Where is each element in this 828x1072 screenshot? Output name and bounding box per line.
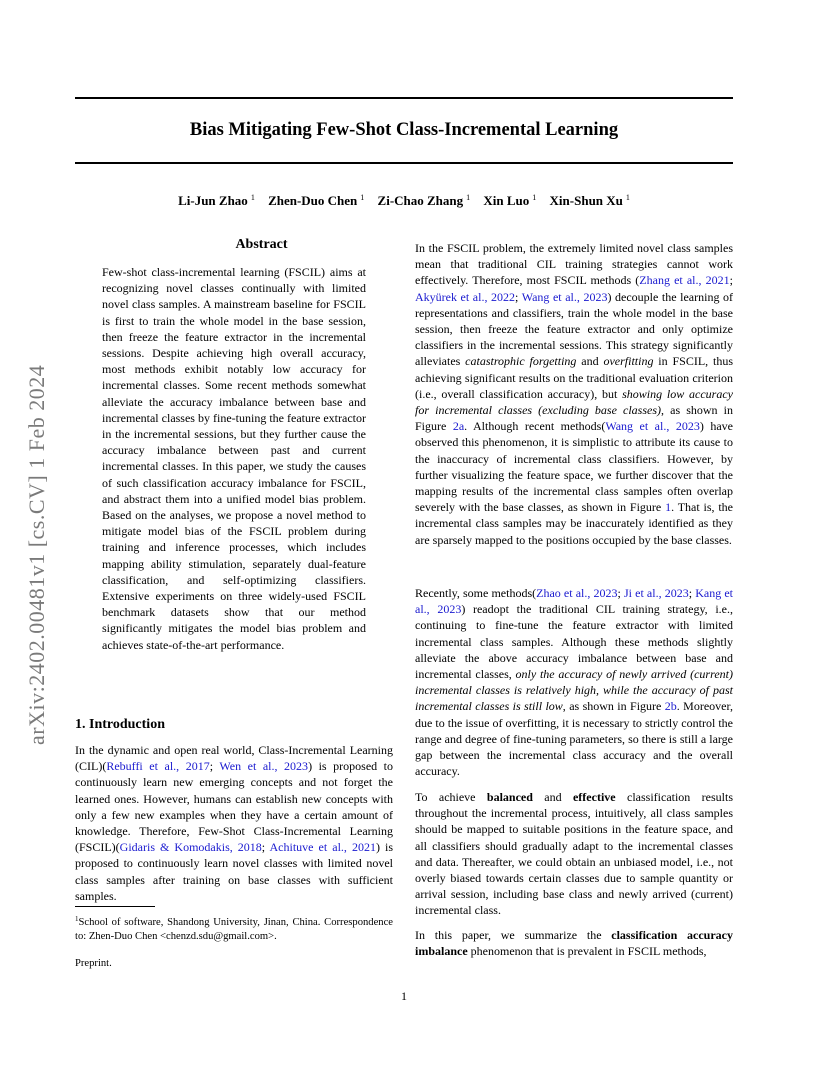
figure-link[interactable]: 2b: [664, 699, 677, 714]
citation-link[interactable]: Wang et al., 2023: [605, 419, 700, 434]
citation-link[interactable]: Gidaris & Komodakis, 2018: [119, 840, 262, 855]
citation-link[interactable]: Zhao et al., 2023: [536, 586, 618, 600]
citation-link[interactable]: Kang et al., 2023: [415, 586, 733, 617]
author: Zhen-Duo Chen $^1$: [268, 193, 365, 208]
citation-link[interactable]: Akyürek et al., 2022: [415, 289, 516, 304]
footnote-rule: [75, 906, 155, 907]
figure-link[interactable]: 2a: [452, 419, 465, 434]
arxiv-identifier: arXiv:2402.00481v1 [cs.CV] 1 Feb 2024: [24, 364, 49, 745]
preprint-label: Preprint.: [75, 958, 112, 969]
figure-link[interactable]: 1: [665, 500, 672, 515]
body-paragraph: Recently, some methods(Zhao et al., 2023; Ji et al., 2023; Kang et al., 2023) readopt the traditional CIL training strategy, i.e., continuing to fine-tune the feature extractor with limited incremental class samples. Although these methods slightly alleviate the above accuracy imbalance between base and incremental classes, only the accuracy of newly arrived (current) incremental classes is relatively high, while the accuracy of past incremental classes is still low, as shown in Figure 2b. Moreover, due to the issue of overfitting, it is necessary to strictly control the range and degree of fine-tuning parameters, so there is still a large gap between the incremental class accuracy and the overall accuracy.: [415, 586, 733, 779]
introduction-heading: 1. Introduction: [75, 717, 165, 732]
abstract-text: Few-shot class-incremental learning (FSCIL) aims at recognizing novel classes continually with limited novel class samples. A mainstream baseline for FSCIL is first to train the whole model in the base session, then freeze the feature extractor in the incremental sessions. Despite achieving high overall accuracy, most methods exhibit notably low accuracy for incremental classes. Some recent methods somewhat alleviate the accuracy imbalance between base and incremental classes by fine-tuning the feature extractor in the incremental sessions, but they further cause the accuracy imbalance between past and current incremental classes. In this paper, we study the causes of such classification accuracy imbalance for FSCIL, and abstract them into a unified model bias problem. Based on the analyses, we propose a novel method to mitigate model bias of the FSCIL problem during training and inference processes, which includes mapping ability stimulation, separately dual-feature classification, and self-optimizing classifiers. Extensive experiments on three widely-used FSCIL benchmark datasets show that our method significantly mitigates the model bias problem and achieves state-of-the-art performance.: [102, 265, 366, 652]
introduction-paragraph: In the dynamic and open real world, Class-Incremental Learning (CIL)(Rebuffi et al., 2017; Wen et al., 2023) is proposed to continuously learn new emerging concepts and not forget the learned ones. However, humans can establish new concepts with only a few new examples when they have a certain amount of knowledge. Therefore, Few-Shot Class-Incremental Learning (FSCIL)(Gidaris & Komodakis, 2018; Achituve et al., 2021) is proposed to continuously learn novel classes with limited novel class samples after training on base classes with sufficient samples.: [75, 743, 394, 903]
author: Li-Jun Zhao $^1$: [178, 193, 255, 208]
affiliation-footnote: $^1$School of software, Shandong University, Jinan, China. Correspondence to: Zhen-Duo Chen <chenzd.sdu@gmail.com>.: [75, 915, 393, 942]
citation-link[interactable]: Ji et al., 2023: [624, 586, 689, 600]
citation-link[interactable]: Wen et al., 2023: [219, 759, 309, 774]
body-paragraph: In the FSCIL problem, the extremely limited novel class samples mean that traditional CIL training strategies cannot work effectively. Therefore, most FSCIL methods (Zhang et al., 2021; Akyürek et al., 2022; Wang et al., 2023) decouple the learning of representations and classifiers, train the whole model in the base session, then freeze the feature extractor and only optimize classifiers in the incremental sessions. This strategy significantly alleviates catastrophic forgetting and overfitting in FSCIL, thus achieving significant results on the traditional evaluation criterion (i.e., overall classification accuracy), but showing low accuracy for incremental classes (excluding base classes), as shown in Figure 2a. Although recent methods(Wang et al., 2023) have observed this phenomenon, it is simplistic to attribute its cause to the inaccuracy of incremental class classifiers. However, by further visualizing the feature space, we further discover that the mapping results of the incremental class samples often overlap severely with the base classes, as shown in Figure 1. That is, the incremental class samples may be inaccurately identified as they are sparsely mapped to the positions occupied by the base classes.: [415, 241, 734, 547]
title-top-rule: [75, 97, 733, 99]
page-number: 1: [401, 989, 407, 1003]
abstract-heading: Abstract: [235, 237, 288, 252]
citation-link[interactable]: Zhang et al., 2021: [639, 273, 730, 288]
citation-link[interactable]: Achituve et al., 2021: [269, 840, 376, 855]
paper-title: Bias Mitigating Few-Shot Class-Incremental Learning: [189, 120, 619, 140]
citation-link[interactable]: Rebuffi et al., 2017: [106, 759, 210, 774]
citation-link[interactable]: Wang et al., 2023: [521, 289, 608, 304]
title-bottom-rule: [75, 162, 733, 164]
author: Zi-Chao Zhang $^1$: [377, 193, 471, 208]
body-paragraph: To achieve balanced and effective classification results throughout the incremental process, intuitively, all class samples should be mapped to suitable positions in the feature space, and all classifiers should gradually adapt to the incremental classes and data. Thereafter, we could obtain an unbiased model, i.e., not overly biased towards certain classes due to sample quantity or arrival session, including base class and newly arrived (current) incremental class.: [415, 790, 734, 918]
author-list: [75, 189, 733, 210]
author: Xin-Shun Xu $^1$: [549, 193, 630, 208]
body-paragraph: In this paper, we summarize the classification accuracy imbalance phenomenon that is prevalent in FSCIL methods,: [415, 928, 733, 959]
author: Xin Luo $^1$: [483, 193, 537, 208]
